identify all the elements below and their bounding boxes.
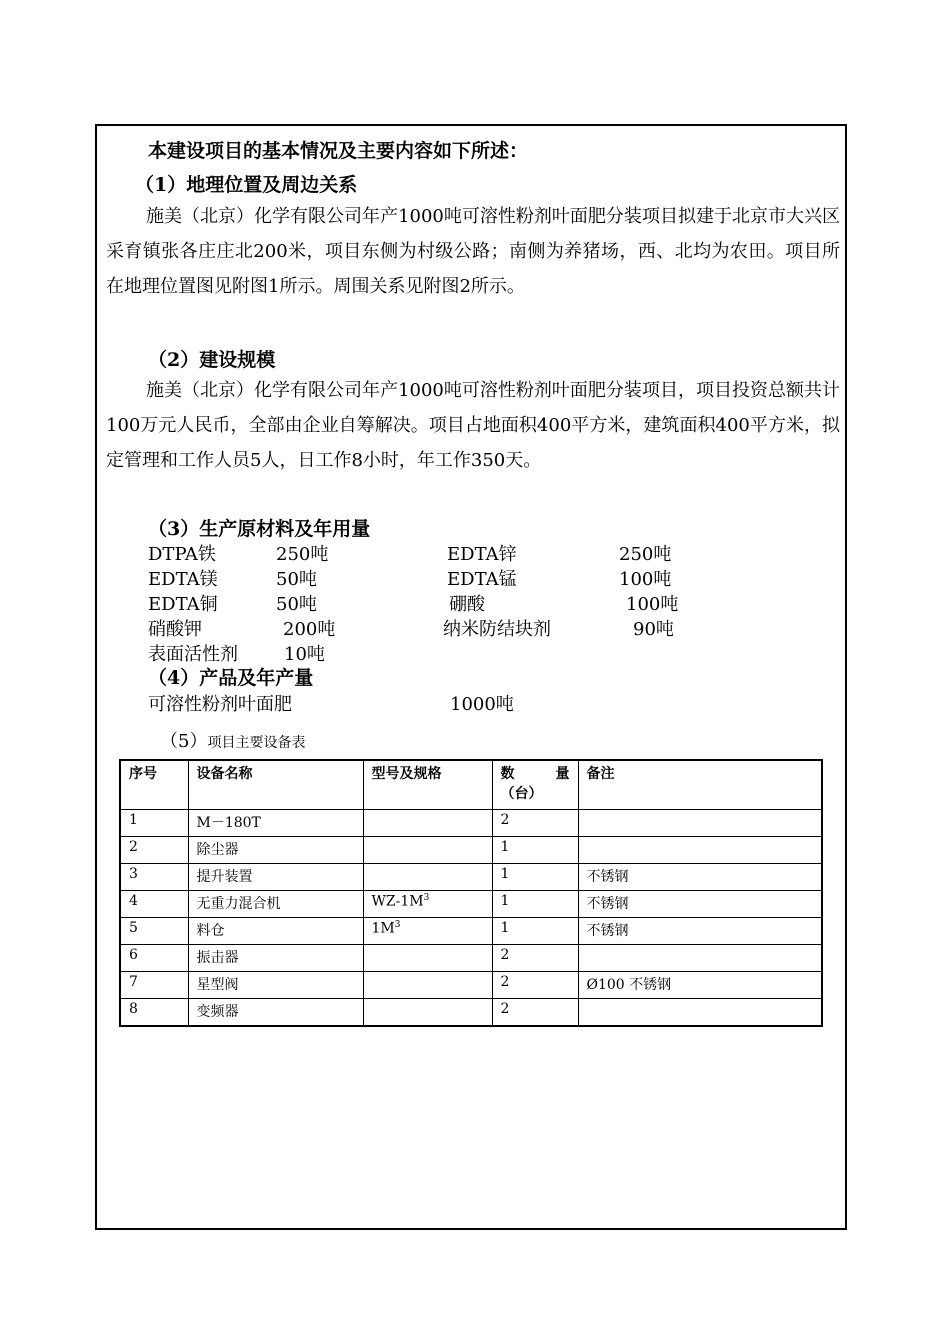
cell-qty: 2	[492, 945, 578, 972]
material-amount: 10吨	[284, 644, 325, 665]
material-name: EDTA铜	[148, 594, 218, 615]
cell-qty: 2	[492, 810, 578, 837]
material-amount: 200吨	[283, 619, 336, 640]
cell-note: Ø100 不锈钢	[578, 972, 822, 999]
section-2-heading: （2）建设规模	[148, 349, 276, 371]
section-5-prefix: （5）	[160, 731, 208, 752]
material-amount: 50吨	[276, 569, 317, 590]
cell-no: 8	[120, 999, 188, 1027]
material-name: EDTA镁	[148, 569, 218, 590]
material-amount: 90吨	[633, 619, 674, 640]
section-1-text: 施美（北京）化学有限公司年产1000吨可溶性粉剂叶面肥分装项目拟建于北京市大兴区采育镇张各庄庄北200米，项目东侧为村级公路；南侧为养猪场，西、北均为农田。项目所在地理位置图见附图1所示。周围关系见附图2所示。	[106, 206, 840, 297]
cell-qty: 1	[492, 891, 578, 918]
cell-name: 振击器	[188, 945, 363, 972]
section-3-heading: （3）生产原材料及年用量	[148, 518, 371, 540]
product-amount: 1000吨	[450, 694, 514, 715]
cell-qty: 1	[492, 918, 578, 945]
header-no: 序号	[120, 760, 188, 810]
cell-name: 料仓	[188, 918, 363, 945]
table-row	[120, 918, 822, 945]
cell-no: 1	[120, 810, 188, 837]
cell-name: M－180T	[188, 810, 363, 837]
cell-no: 4	[120, 891, 188, 918]
header-model: 型号及规格	[363, 760, 492, 810]
cell-name: 变频器	[188, 999, 363, 1027]
material-name: 表面活性剂	[148, 644, 238, 665]
cell-model: $1M^3$	[363, 918, 492, 945]
cell-qty: 2	[492, 972, 578, 999]
section-2-text: 施美（北京）化学有限公司年产1000吨可溶性粉剂叶面肥分装项目，项目投资总额共计100万元人民币，全部由企业自筹解决。项目占地面积400平方米，建筑面积400平方米，拟定管理和工作人员5人，日工作8小时，年工作350天。	[106, 380, 840, 471]
cell-model	[363, 999, 492, 1027]
cell-no: 2	[120, 837, 188, 864]
cell-qty: 2	[492, 999, 578, 1027]
material-amount: 50吨	[276, 594, 317, 615]
material-name: 纳米防结块剂	[443, 619, 551, 640]
cell-name: 星型阀	[188, 972, 363, 999]
material-name: 硝酸钾	[148, 619, 202, 640]
cell-no: 5	[120, 918, 188, 945]
material-name: 硼酸	[449, 594, 485, 615]
cell-model	[363, 864, 492, 891]
table-row	[120, 810, 822, 837]
material-name: EDTA锌	[447, 544, 517, 565]
intro-text: 本建设项目的基本情况及主要内容如下所述：	[148, 140, 529, 162]
material-amount: 100吨	[626, 594, 679, 615]
cell-model	[363, 810, 492, 837]
header-qty	[492, 760, 578, 810]
table-row	[120, 999, 822, 1027]
cell-note	[578, 945, 822, 972]
cell-note: 不锈钢	[578, 891, 822, 918]
cell-model	[363, 945, 492, 972]
header-qty-unit: （台）	[500, 786, 543, 802]
header-name: 设备名称	[188, 760, 363, 810]
cell-name: 提升装置	[188, 864, 363, 891]
cell-name: 除尘器	[188, 837, 363, 864]
material-amount: 250吨	[619, 544, 672, 565]
table-header-row	[120, 760, 822, 810]
header-qty-b: 量	[555, 766, 570, 782]
cell-no: 3	[120, 864, 188, 891]
cell-note	[578, 837, 822, 864]
header-note: 备注	[578, 760, 822, 810]
cell-note: 不锈钢	[578, 864, 822, 891]
table-row	[120, 972, 822, 999]
table-row	[120, 891, 822, 918]
table-row	[120, 864, 822, 891]
cell-qty: 1	[492, 864, 578, 891]
section-5-heading	[160, 727, 305, 753]
cell-note	[578, 810, 822, 837]
section-1-heading: （1）地理位置及周边关系	[135, 174, 358, 196]
section-4-heading: （4）产品及年产量	[148, 667, 314, 689]
table-row	[120, 837, 822, 864]
material-amount: 250吨	[276, 544, 329, 565]
material-name: EDTA锰	[447, 569, 517, 590]
cell-no: 6	[120, 945, 188, 972]
cell-name: 无重力混合机	[188, 891, 363, 918]
product-name: 可溶性粉剂叶面肥	[148, 694, 292, 715]
equipment-table	[119, 759, 823, 1027]
cell-model	[363, 837, 492, 864]
table-row	[120, 945, 822, 972]
cell-note: 不锈钢	[578, 918, 822, 945]
material-amount: 100吨	[619, 569, 672, 590]
material-name: DTPA铁	[148, 544, 216, 565]
cell-note	[578, 999, 822, 1027]
header-qty-a: 数	[500, 766, 515, 782]
cell-model: $WZ-1M^3$	[363, 891, 492, 918]
cell-model	[363, 972, 492, 999]
section-5-title: 项目主要设备表	[207, 735, 306, 751]
cell-no: 7	[120, 972, 188, 999]
cell-qty: 1	[492, 837, 578, 864]
